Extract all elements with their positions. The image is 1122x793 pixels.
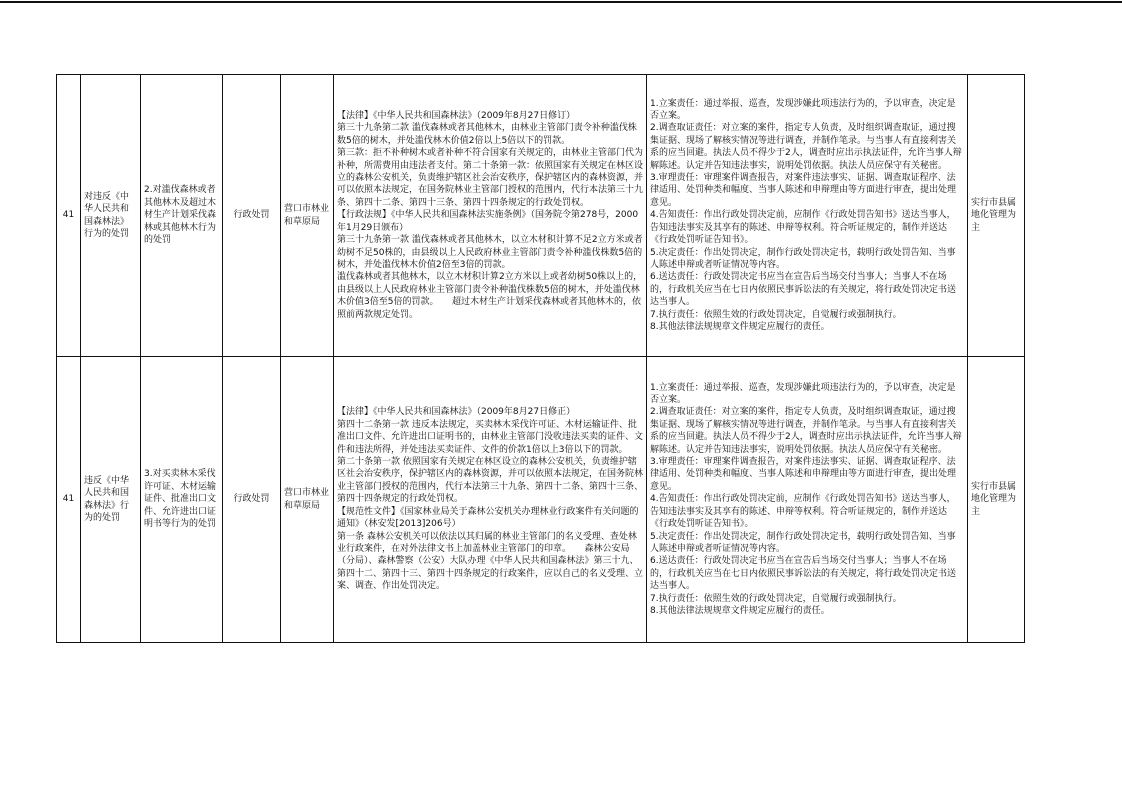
duty-line: 1.立案责任：通过举报、巡查，发现涉嫌此项违法行为的，予以审查，决定是否立案。 [650, 98, 956, 122]
duty-line: 7.执行责任：依照生效的行政处罚决定，自觉履行或强制执行。 [650, 309, 902, 320]
basis-line: 第三十九条第一款 滥伐森林或者其他林木，以立木材积计算不足2立方米或者幼树不足50株的，由县级以上人民政府林业主管部门责令补种滥伐株数5倍的树木，并处滥伐林木价值2倍至3倍的罚款。 [337, 235, 643, 270]
duty-line: 3.审理责任：审理案件调查报告，对案件违法事实、证据、调查取证程序、法律适用、处罚种类和幅度、当事人陈述和申辩理由等方面进行审查，提出处理意见。 [650, 457, 957, 492]
basis-line: 第二十条第一款 依照国家有关规定在林区设立的森林公安机关，负责维护辖区社会治安秩序，保护辖区内的森林资源，并可以依照本法规定，在国务院林业主管部门授权的范围内，代行本法第三十九条、第四十二条、第四十三条、第四十四条规定的行政处罚权。 [337, 457, 644, 505]
duty-line: 7.执行责任：依照生效的行政处罚决定，自觉履行或强制执行。 [650, 593, 902, 604]
sub-item-name: 3.对买卖林木采伐许可证、木材运输证件、批准出口文件、允许进出口证明书等行为的处罚 [141, 357, 223, 643]
duty-line: 5.决定责任：作出处罚决定，制作行政处罚决定书，载明行政处罚告知、当事人陈述申辩或者听证情况等内容。 [650, 247, 956, 270]
row-number: 41 [57, 357, 81, 643]
responsible-org: 营口市林业和草原局 [281, 75, 334, 357]
remark: 实行市县属地化管理为主 [968, 357, 1025, 643]
basis-line: 【法律】《中华人民共和国森林法》（2009年8月27日修订） [337, 111, 576, 122]
duty-line: 5.决定责任：作出处罚决定，制作行政处罚决定书，载明行政处罚告知、当事人陈述申辩或者听证情况等内容。 [650, 531, 956, 554]
basis-line: 第一条 森林公安机关可以依法以其归属的林业主管部门的名义受理、查处林业行政案件，在对外法律文书上加盖林业主管部门的印章。 森林公安局（分局）、森林警察（公安）大队办理《中华人民共和国森林法》第三十九、第四十二、第四十三、第四十四条规定的行政案件，应以自己的名义受理、立案、调查、作出处罚决定。 [337, 531, 644, 592]
table-row [57, 357, 1025, 643]
duty-line: 4.告知责任：作出行政处罚决定前，应制作《行政处罚告知书》送达当事人，告知违法事实及其享有的陈述、申辩等权利。符合听证规定的，制作并送达《行政处罚听证告知书》。 [650, 494, 956, 530]
item-name: 对违反《中华人民共和国森林法》行为的处罚 [81, 75, 141, 357]
duty-line: 2.调查取证责任：对立案的案件，指定专人负责，及时组织调查取证，通过搜集证据、现场了解核实情况等进行调查，并制作笔录。与当事人有直接利害关系的应当回避。执法人员不得少于2人，调查时应出示执法证件，允许当事人辩解陈述。认定并告知违法事实，说明处罚依据。执法人员应保守有关秘密。 [650, 407, 962, 455]
power-category: 行政处罚 [223, 75, 281, 357]
duty-line: 6.送达责任：行政处罚决定书应当在宣告后当场交付当事人；当事人不在场的，行政机关应当在七日内依照民事诉讼法的有关规定，将行政处罚决定书送达当事人。 [650, 272, 957, 308]
duty-line: 2.调查取证责任：对立案的案件，指定专人负责，及时组织调查取证，通过搜集证据、现场了解核实情况等进行调查，并制作笔录。与当事人有直接利害关系的应当回避。执法人员不得少于2人，调查时应出示执法证件，允许当事人辩解陈述。认定并告知违法事实，说明处罚依据。执法人员应保守有关秘密。 [650, 123, 962, 171]
duty-line: 8.其他法律法规规章文件规定应履行的责任。 [650, 605, 830, 616]
basis-line: 【规范性文件】《国家林业局关于森林公安机关办理林业行政案件有关问题的通知》（林安发[2013]206号） [337, 506, 639, 530]
basis-line: 【法律】《中华人民共和国森林法》（2009年8月27日修正） [337, 407, 576, 418]
power-list-table [56, 74, 1025, 643]
duty-line: 1.立案责任：通过举报、巡查，发现涉嫌此项违法行为的，予以审查，决定是否立案。 [650, 382, 956, 406]
item-name: 违反《中华人民共和国森林法》行为的处罚 [81, 357, 141, 643]
duty-line: 8.其他法律法规规章文件规定应履行的责任。 [650, 321, 830, 332]
responsible-org: 营口市林业和草原局 [281, 357, 334, 643]
duty-line: 3.审理责任：审理案件调查报告，对案件违法事实、证据、调查取证程序、法律适用、处罚种类和幅度、当事人陈述和申辩理由等方面进行审查，提出处理意见。 [650, 173, 957, 208]
legal-basis [334, 357, 647, 643]
basis-line: 第三十九条第二款 滥伐森林或者其他林木，由林业主管部门责令补种滥伐株数5倍的树木，并处滥伐林木价值2倍以上5倍以下的罚款。 [337, 123, 637, 146]
remark: 实行市县属地化管理为主 [968, 75, 1025, 357]
responsibility-items [647, 75, 968, 357]
duty-line: 6.送达责任：行政处罚决定书应当在宣告后当场交付当事人；当事人不在场的，行政机关应当在七日内依照民事诉讼法的有关规定，将行政处罚决定书送达当事人。 [650, 556, 957, 592]
basis-line: 第三款：拒不补种树木或者补种不符合国家有关规定的，由林业主管部门代为补种，所需费用由违法者支付。第二十条第一款：依照国家有关规定在林区设立的森林公安机关，负责维护辖区社会治安秩序，保护辖区内的森林资源，并可以依照本法规定，在国务院林业主管部门授权的范围内，代行本法第三十九条、第四十二条、第四十三条、第四十四条规定的行政处罚权。 [337, 148, 644, 208]
basis-line: 【行政法规】《中华人民共和国森林法实施条例》（国务院令第278号，2000年1月29日颁布） [337, 210, 639, 233]
responsibility-items [647, 357, 968, 643]
row-number: 41 [57, 75, 81, 357]
sub-item-name: 2.对滥伐森林或者其他林木及超过木材生产计划采伐森林或其他林木行为的处罚 [141, 75, 223, 357]
legal-basis [334, 75, 647, 357]
basis-line: 滥伐森林或者其他林木，以立木材积计算2立方米以上或者幼树50株以上的，由县级以上人民政府林业主管部门责令补种滥伐株数5倍的树木，并处滥伐林木价值3倍至5倍的罚款。 超过木材生产计划采伐森林或者其他林木的，依照前两款规定处罚。 [337, 272, 643, 320]
table-row [57, 75, 1025, 357]
page-top-rule [0, 1, 1122, 3]
duty-line: 4.告知责任：作出行政处罚决定前，应制作《行政处罚告知书》送达当事人，告知违法事实及其享有的陈述、申辩等权利。符合听证规定的，制作并送达《行政处罚听证告知书》。 [650, 210, 956, 246]
basis-line: 第四十二条第一款 违反本法规定，买卖林木采伐许可证、木材运输证件、批准出口文件、允许进出口证明书的，由林业主管部门没收违法买卖的证件、文件和违法所得，并处违法买卖证件、文件的价款1倍以上3倍以下的罚款。 [337, 419, 644, 455]
power-category: 行政处罚 [223, 357, 281, 643]
